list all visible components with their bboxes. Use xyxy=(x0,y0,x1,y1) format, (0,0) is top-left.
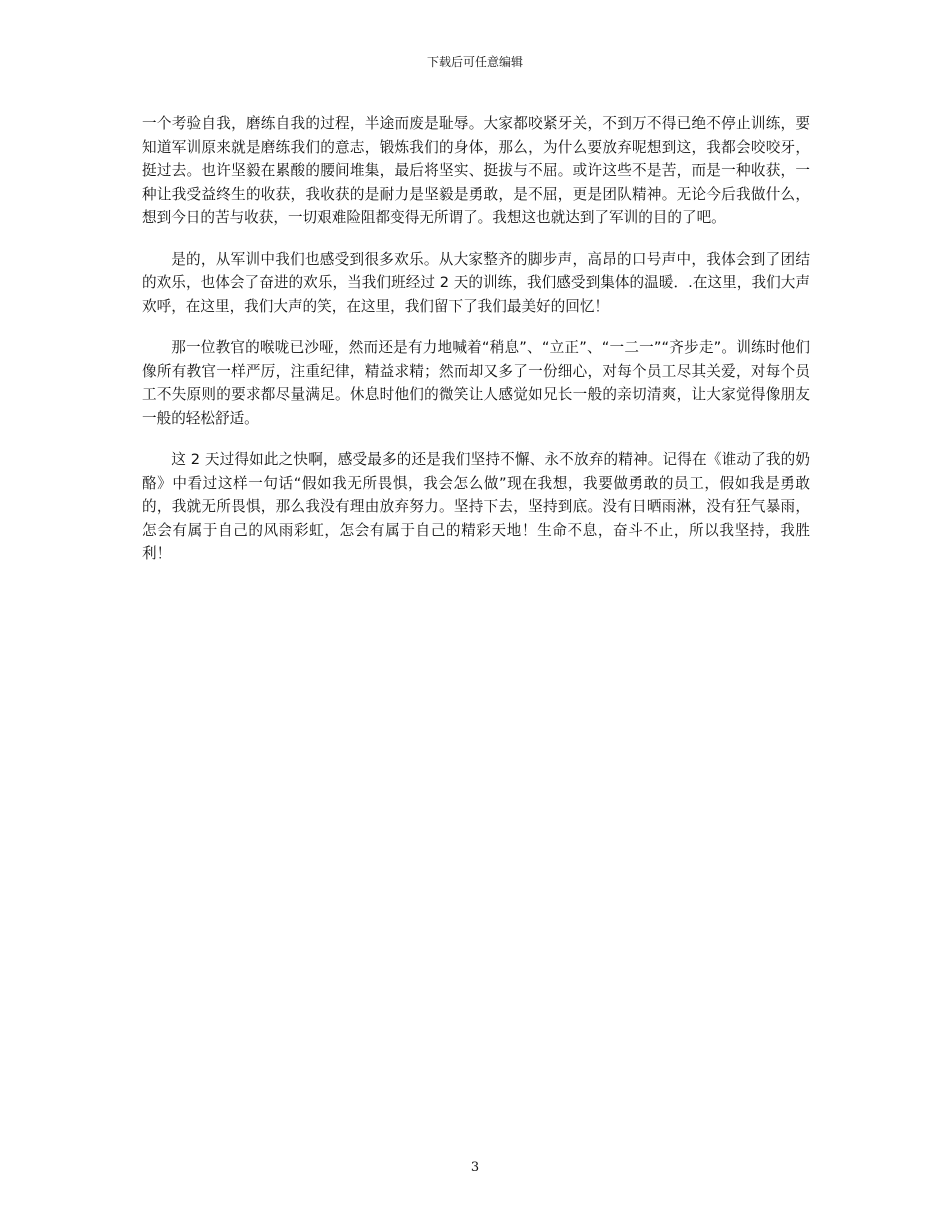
page-number: 3 xyxy=(470,1160,480,1175)
document-body xyxy=(142,112,810,584)
paragraph-2: 是的，从军训中我们也感受到很多欢乐。从大家整齐的脚步声，高昂的口号声中，我体会到了团结的欢乐，也体会了奋进的欢乐，当我们班经过 2 天的训练，我们感受到集体的温暖．.在这里，我们大声欢呼，在这里，我们大声的笑，在这里，我们留下了我们最美好的回忆！ xyxy=(142,250,810,315)
page-header: 下载后可任意编辑 xyxy=(426,55,523,69)
paragraph-4: 这 2 天过得如此之快啊，感受最多的还是我们坚持不懈、永不放弃的精神。记得在《谁动了我的奶酪》中看过这样一句话“假如我无所畏惧，我会怎么做”现在我想，我要做勇敢的员工，假如我是勇敢的，我就无所畏惧，那么我没有理由放弃努力。坚持下去，坚持到底。没有日晒雨淋，没有狂气暴雨，怎会有属于自己的风雨彩虹，怎会有属于自己的精彩天地！生命不息，奋斗不止，所以我坚持，我胜利！ xyxy=(142,451,810,562)
paragraph-3: 那一位教官的喉咙已沙哑，然而还是有力地喊着“稍息”、“立正”、“一二一”“齐步走”。训练时他们像所有教官一样严厉，注重纪律，精益求精；然而却又多了一份细心，对每个员工尽其关爱，对每个员工不失原则的要求都尽量满足。休息时他们的微笑让人感觉如兄长一般的亲切清爽，让大家觉得像朋友一般的轻松舒适。 xyxy=(142,339,810,427)
paragraph-1: 一个考验自我，磨练自我的过程，半途而废是耻辱。大家都咬紧牙关，不到万不得已绝不停止训练，要知道军训原来就是磨练我们的意志，锻炼我们的身体，那么，为什么要放弃呢想到这，我都会咬咬牙，挺过去。也许坚毅在累酸的腰间堆集，最后将坚实、挺拔与不屈。或许这些不是苦，而是一种收获，一种让我受益终生的收获，我收获的是耐力是坚毅是勇敢，是不屈，更是团队精神。无论今后我做什么，想到今日的苦与收获，一切艰难险阻都变得无所谓了。我想这也就达到了军训的目的了吧。 xyxy=(142,115,810,226)
